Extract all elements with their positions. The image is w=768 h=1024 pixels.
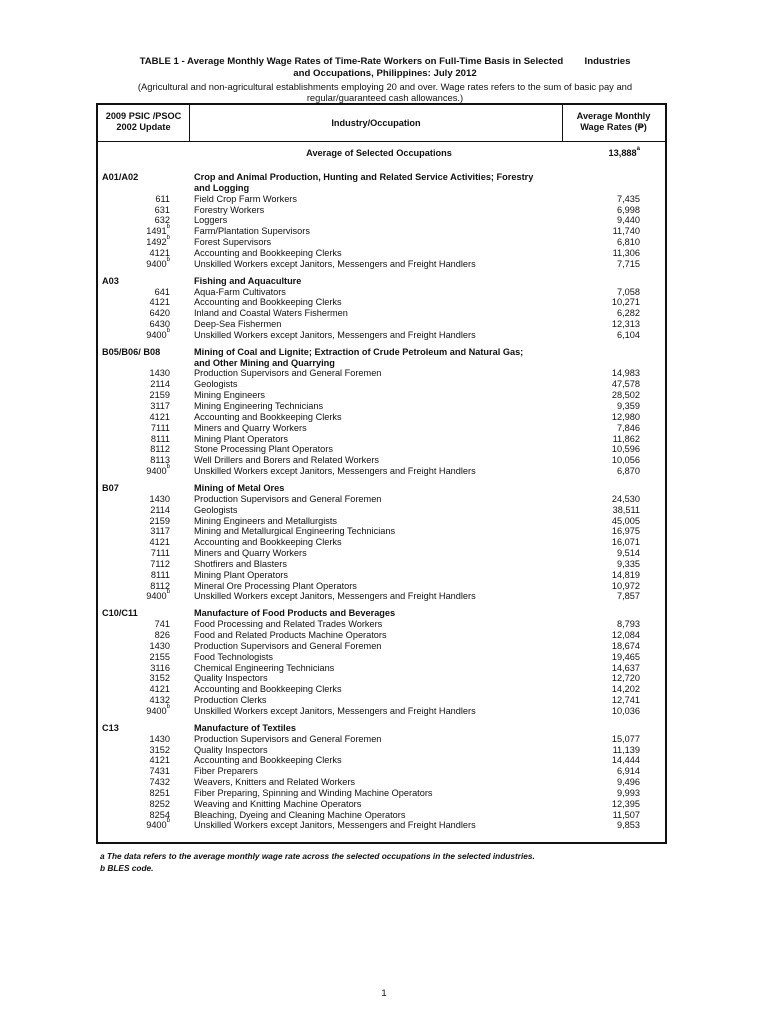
table-row — [98, 308, 665, 319]
wage-value: 14,444 — [611, 755, 640, 766]
occupation-code: 2159 — [149, 515, 170, 526]
superscript-note: b — [166, 818, 170, 825]
occupation-name: Unskilled Workers except Janitors, Messengers and Freight Handlers — [194, 258, 476, 269]
subtitle-line-2: regular/guaranteed cash allowances.) — [306, 92, 464, 103]
occupation-name: Production Supervisors and General Foremen — [194, 368, 382, 379]
occupation-name: Unskilled Workers except Janitors, Messengers and Freight Handlers — [194, 820, 476, 831]
wage-value: 9,440 — [617, 215, 640, 226]
occupation-name: Production Supervisors and General Foremen — [194, 733, 382, 744]
wage-value: 10,596 — [611, 444, 640, 455]
wage-value: 7,846 — [617, 422, 640, 433]
table-row — [98, 297, 665, 308]
occupation-code: 8252 — [149, 798, 170, 809]
occupation-name: Unskilled Workers except Janitors, Messengers and Freight Handlers — [194, 705, 476, 716]
header-code — [98, 105, 190, 141]
occupation-name: Fiber Preparing, Spinning and Winding Machine Operators — [194, 787, 433, 798]
superscript-note: b — [166, 464, 170, 471]
table-row — [98, 466, 665, 477]
subtitle-line-1: (Agricultural and non-agricultural establishments employing 20 and over. Wage rates refers to the sum of basic pay and — [137, 81, 633, 92]
occupation-name: Accounting and Bookkeeping Clerks — [194, 755, 342, 766]
wage-value: 9,359 — [617, 401, 640, 411]
footnote-a: a The data refers to the average monthly wage rate across the selected occupations in the selected industries. — [100, 851, 535, 861]
table-row — [98, 287, 665, 298]
occupation-name: Food Technologists — [194, 651, 273, 662]
occupation-name: Production Clerks — [194, 695, 267, 706]
table-row — [98, 777, 665, 788]
occupation-name: Geologists — [194, 379, 238, 390]
table-row — [98, 663, 665, 674]
occupation-code: 611 — [155, 193, 170, 204]
table-row — [98, 256, 665, 270]
wage-value: 10,972 — [611, 580, 640, 591]
table-row — [98, 423, 665, 434]
table-row — [98, 215, 665, 226]
table-row — [98, 799, 665, 810]
wage-value: 12,741 — [611, 695, 640, 706]
wage-value: 12,313 — [611, 319, 640, 330]
occupation-code: 6420 — [149, 308, 170, 319]
occupation-name: Accounting and Bookkeeping Clerks — [194, 684, 342, 695]
occupation-name: Inland and Coastal Waters Fishermen — [194, 308, 348, 319]
wage-value: 9,496 — [617, 777, 640, 788]
occupation-code: 8254 — [149, 809, 170, 820]
occupation-name: Fiber Preparers — [194, 766, 258, 777]
occupation-name: Mining Plant Operators — [194, 569, 288, 580]
table-row — [98, 248, 665, 259]
occupation-name: Mining Engineers and Metallurgists — [194, 515, 337, 526]
occupation-code: 6430 — [149, 319, 170, 330]
occupation-name: Production Supervisors and General Foremen — [194, 640, 382, 651]
occupation-code: 7111 — [150, 422, 170, 433]
section-header-row — [98, 172, 665, 183]
table-row — [98, 810, 665, 821]
average-value: 13,888$^a$ — [608, 146, 640, 158]
occupation-name: Unskilled Workers except Janitors, Messengers and Freight Handlers — [194, 466, 476, 477]
section-title: Mining of Coal and Lignite; Extraction of Crude Petroleum and Natural Gas; — [194, 346, 524, 357]
wage-value: 38,511 — [612, 504, 640, 515]
table-row — [98, 379, 665, 390]
table-row — [98, 526, 665, 537]
title-line-2: and Occupations, Philippines: July 2012 — [293, 68, 477, 79]
occupation-code: 9400$^b$ — [146, 256, 170, 269]
occupation-code: 4121 — [149, 411, 170, 422]
wage-value: 10,036 — [611, 705, 640, 716]
occupation-name: Production Supervisors and General Foremen — [194, 493, 382, 504]
occupation-code: 9400$^b$ — [146, 464, 170, 477]
occupation-name: Mining and Metallurgical Engineering Technicians — [194, 526, 396, 537]
superscript-note: b — [166, 235, 170, 242]
table-subtitle — [100, 81, 670, 103]
table-row — [98, 412, 665, 423]
average-row — [98, 148, 665, 159]
occupation-code: 3117 — [150, 401, 170, 411]
section-code: B05/B06/ B08 — [102, 346, 161, 357]
occupation-code: 1491$^b$ — [146, 224, 170, 237]
average-label: Average of Selected Occupations — [306, 148, 452, 158]
table-row — [98, 734, 665, 745]
table-row — [98, 548, 665, 559]
table-row — [98, 537, 665, 548]
table-row — [98, 368, 665, 379]
occupation-name: Miners and Quarry Workers — [194, 548, 307, 559]
table-row — [98, 237, 665, 248]
occupation-code: 4121 — [149, 247, 170, 258]
section-title: and Other Mining and Quarrying — [194, 357, 335, 368]
section-header-row — [98, 483, 665, 494]
table-row — [98, 630, 665, 641]
table-row — [98, 205, 665, 216]
table-row — [98, 695, 665, 706]
occupation-code: 8111 — [150, 433, 170, 444]
occupation-code: 2114 — [150, 379, 170, 390]
table-header — [98, 105, 665, 142]
table-row — [98, 444, 665, 455]
wage-value: 16,071 — [611, 537, 640, 548]
occupation-name: Food and Related Products Machine Operators — [194, 630, 387, 640]
table-row — [98, 745, 665, 756]
section-title: Crop and Animal Production, Hunting and Related Service Activities; Forestry — [194, 172, 534, 182]
header-code-line-2: 2002 Update — [116, 122, 171, 132]
occupation-name: Quality Inspectors — [194, 744, 268, 755]
occupation-name: Mining Plant Operators — [194, 433, 288, 444]
wage-value: 12,720 — [611, 673, 640, 684]
table-row — [98, 390, 665, 401]
section-title: Fishing and Aquaculture — [194, 275, 302, 286]
occupation-name: Mining Engineers — [194, 390, 265, 401]
table-row — [98, 516, 665, 527]
wage-value: 11,139 — [612, 744, 640, 755]
wage-value: 6,870 — [617, 466, 640, 477]
wage-value: 14,202 — [611, 684, 640, 695]
section-header-row — [98, 183, 665, 194]
occupation-code: 9400$^b$ — [146, 703, 170, 716]
section-header-row — [98, 347, 665, 358]
wage-value: 24,530 — [611, 493, 640, 504]
superscript-note: b — [166, 224, 170, 231]
table-row — [98, 684, 665, 695]
occupation-name: Deep-Sea Fishermen — [194, 319, 282, 330]
wage-value: 12,084 — [611, 630, 640, 640]
wage-value: 47,578 — [611, 379, 640, 390]
wage-value: 28,502 — [611, 390, 640, 401]
superscript-note: a — [636, 146, 640, 152]
header-wage — [562, 105, 665, 141]
occupation-name: Quality Inspectors — [194, 673, 268, 684]
table-row — [98, 652, 665, 663]
section-code: A03 — [102, 275, 119, 286]
wage-value: 15,077 — [611, 733, 640, 744]
wage-value: 9,993 — [617, 787, 640, 798]
table-body — [98, 141, 665, 842]
section-header-row — [98, 358, 665, 369]
superscript-note: b — [166, 589, 170, 596]
occupation-code: 1430 — [149, 640, 170, 651]
occupation-name: Geologists — [194, 504, 238, 515]
table-row — [98, 559, 665, 570]
section-header-row — [98, 608, 665, 619]
occupation-code: 7432 — [149, 777, 170, 788]
wage-table — [96, 103, 667, 844]
wage-value: 19,465 — [611, 651, 640, 662]
header-industry: Industry/Occupation — [190, 105, 563, 141]
table-row — [98, 505, 665, 516]
occupation-name: Aqua-Farm Cultivators — [194, 286, 286, 297]
superscript-note: b — [166, 256, 170, 263]
wage-value: 6,282 — [617, 308, 640, 319]
title-line-1: TABLE 1 - Average Monthly Wage Rates of Time-Rate Workers on Full-Time Basis in Selected Industries — [139, 56, 631, 67]
occupation-code: 8112 — [150, 444, 170, 455]
occupation-name: Weavers, Knitters and Related Workers — [194, 777, 356, 788]
occupation-name: Loggers — [194, 215, 228, 226]
occupation-name: Accounting and Bookkeeping Clerks — [194, 537, 342, 548]
wage-value: 18,674 — [611, 640, 640, 651]
occupation-code: 1430 — [149, 733, 170, 744]
wage-value: 12,980 — [611, 411, 640, 422]
superscript-note: b — [166, 327, 170, 334]
occupation-code: 7112 — [150, 558, 170, 569]
section-title: Manufacture of Food Products and Beverages — [194, 608, 396, 619]
occupation-code: 1430 — [149, 493, 170, 504]
table-row — [98, 455, 665, 466]
occupation-name: Mineral Ore Processing Plant Operators — [194, 580, 357, 591]
occupation-code: 2155 — [149, 651, 170, 662]
table-title — [90, 56, 680, 80]
wage-value: 12,395 — [611, 798, 640, 809]
table-row — [98, 327, 665, 341]
occupation-code: 4121 — [149, 537, 170, 548]
section-title: and Logging — [194, 182, 250, 193]
wage-value: 11,740 — [612, 226, 640, 237]
occupation-name: Stone Processing Plant Operators — [194, 444, 333, 455]
wage-value: 9,335 — [617, 558, 640, 569]
wage-value: 7,435 — [617, 193, 640, 204]
table-row — [98, 194, 665, 205]
occupation-code: 4121 — [149, 297, 170, 308]
wage-value: 6,914 — [617, 766, 640, 777]
occupation-name: Farm/Plantation Supervisors — [194, 226, 310, 237]
occupation-code: 3152 — [149, 673, 170, 684]
wage-value: 11,507 — [612, 809, 640, 820]
wage-value: 9,853 — [617, 820, 640, 831]
occupation-code: 9400$^b$ — [146, 327, 170, 340]
section-code: C10/C11 — [102, 608, 138, 619]
section-header-row — [98, 723, 665, 734]
occupation-code: 8113 — [150, 455, 170, 466]
table-row — [98, 434, 665, 445]
occupation-name: Weaving and Knitting Machine Operators — [194, 798, 362, 809]
wage-value: 16,975 — [611, 526, 640, 537]
section-title: Manufacture of Textiles — [194, 722, 296, 733]
table-row — [98, 319, 665, 330]
table-row — [98, 581, 665, 592]
table-row — [98, 820, 665, 831]
occupation-code: 9400$^b$ — [146, 818, 170, 831]
occupation-code: 1492$^b$ — [146, 235, 170, 248]
occupation-name: Unskilled Workers except Janitors, Messengers and Freight Handlers — [194, 329, 476, 340]
wage-value: 9,514 — [617, 548, 640, 559]
wage-value: 7,715 — [617, 258, 640, 269]
wage-value: 6,810 — [617, 237, 640, 248]
occupation-code: 1430 — [149, 368, 170, 379]
wage-value: 10,056 — [611, 455, 640, 466]
section-header-row — [98, 276, 665, 287]
occupation-code: 8112 — [150, 580, 170, 591]
table-row — [98, 673, 665, 684]
occupation-name: Accounting and Bookkeeping Clerks — [194, 247, 342, 258]
occupation-code: 3152 — [149, 744, 170, 755]
wage-value: 10,271 — [611, 297, 640, 308]
occupation-name: Forest Supervisors — [194, 237, 272, 248]
occupation-name: Accounting and Bookkeeping Clerks — [194, 411, 342, 422]
table-row — [98, 755, 665, 766]
wage-value: 7,058 — [617, 286, 640, 297]
occupation-code: 7111 — [150, 548, 170, 559]
occupation-name: Field Crop Farm Workers — [194, 193, 297, 204]
occupation-code: 9400$^b$ — [146, 589, 170, 602]
table-row — [98, 766, 665, 777]
occupation-code: 741 — [154, 619, 170, 630]
occupation-name: Accounting and Bookkeeping Clerks — [194, 297, 342, 308]
page-number: 1 — [381, 988, 387, 999]
section-code: A01/A02 — [102, 172, 139, 182]
table-row — [98, 401, 665, 412]
occupation-name: Well Drillers and Borers and Related Workers — [194, 455, 380, 466]
occupation-code: 3116 — [150, 662, 170, 673]
occupation-code: 8111 — [150, 569, 170, 580]
occupation-code: 632 — [154, 215, 170, 226]
table-row — [98, 570, 665, 581]
table-row — [98, 619, 665, 630]
occupation-code: 4121 — [149, 684, 170, 695]
occupation-name: Mining Engineering Technicians — [194, 401, 324, 411]
occupation-name: Chemical Engineering Technicians — [194, 662, 335, 673]
occupation-code: 641 — [154, 286, 170, 297]
section-code: C13 — [102, 722, 119, 733]
table-row — [98, 226, 665, 237]
wage-value: 14,819 — [611, 569, 640, 580]
wage-value: 11,862 — [612, 433, 640, 444]
occupation-code: 7431 — [149, 766, 170, 777]
wage-value: 8,793 — [617, 619, 640, 630]
occupation-name: Food Processing and Related Trades Workers — [194, 619, 383, 630]
wage-value: 14,637 — [611, 662, 640, 673]
section-code: B07 — [102, 482, 119, 493]
wage-value: 45,005 — [611, 515, 640, 526]
table-row — [98, 494, 665, 505]
wage-value: 14,983 — [611, 368, 640, 379]
occupation-name: Shotfirers and Blasters — [194, 558, 287, 569]
occupation-code: 2159 — [149, 390, 170, 401]
wage-value: 6,104 — [617, 329, 640, 340]
table-row — [98, 641, 665, 652]
occupation-code: 631 — [154, 204, 170, 215]
wage-value: 6,998 — [617, 204, 640, 215]
occupation-name: Bleaching, Dyeing and Cleaning Machine Operators — [194, 809, 406, 820]
occupation-code: 3117 — [150, 526, 170, 537]
occupation-name: Forestry Workers — [194, 204, 265, 215]
table-row — [98, 591, 665, 602]
occupation-code: 8251 — [149, 787, 170, 798]
header-wage-line-2: Wage Rates (₱) — [580, 122, 647, 132]
section-title: Mining of Metal Ores — [194, 482, 285, 493]
wage-value: 11,306 — [612, 247, 640, 258]
wage-value: 7,857 — [617, 591, 640, 602]
occupation-code: 4132 — [149, 695, 170, 706]
superscript-note: b — [166, 703, 170, 710]
footnote-b: b BLES code. — [100, 863, 154, 873]
occupation-code: 826 — [154, 630, 170, 640]
occupation-code: 2114 — [150, 504, 170, 515]
occupation-name: Unskilled Workers except Janitors, Messengers and Freight Handlers — [194, 591, 476, 602]
table-row — [98, 788, 665, 799]
table-row — [98, 703, 665, 717]
occupation-code: 4121 — [149, 755, 170, 766]
header-wage-line-1: Average Monthly — [576, 111, 651, 121]
occupation-name: Miners and Quarry Workers — [194, 422, 307, 433]
header-code-line-1: 2009 PSIC /PSOC — [105, 111, 182, 121]
